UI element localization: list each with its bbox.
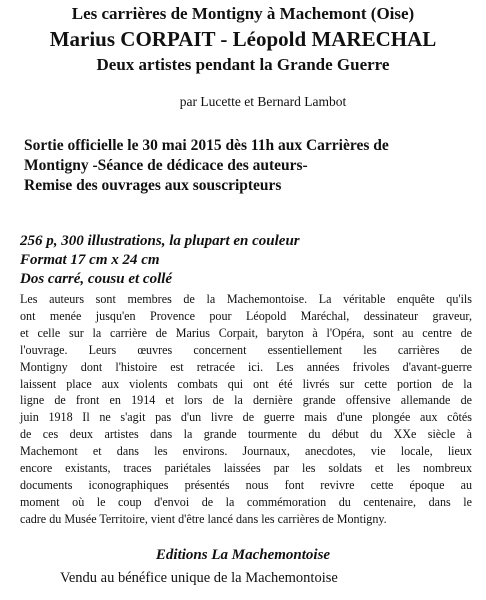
book-format: Format 17 cm x 24 cm	[20, 252, 160, 268]
description-line: documents iconographiques présentés nous font revivre cette époque au	[20, 477, 472, 492]
release-line: Sortie officielle le 30 mai 2015 dès 11h aux Carrières de	[24, 137, 389, 154]
description-line: moment où le coup d'envoi de la commémoration du centenaire, dans le	[20, 494, 472, 509]
description-line: cadre du Musée Territoire, vient d'être lancé dans les carrières de Montigny.	[20, 511, 387, 526]
release-announcement	[24, 136, 474, 196]
description-line: l'ouvrage. Leurs œuvres concernent essentiellement les carrières de	[20, 342, 472, 357]
description-line: ont menée jusqu'en Provence pour Léopold Maréchal, dessinateur graveur,	[20, 308, 472, 323]
artists-title: Marius CORPAIT - Léopold MARECHAL	[49, 27, 437, 51]
byline: par Lucette et Bernard Lambot	[179, 94, 347, 109]
release-line: Montigny -Séance de dédicace des auteurs-	[24, 157, 308, 174]
description-line: encore existants, traces pariétales laissées par les soldats et les nombreux	[20, 461, 472, 476]
description-line: de ces deux artistes dans la grande tourmente du début du XXe siècle à	[20, 427, 472, 442]
description-line: ligne de front en 1914 et lors de la dernière grande offensive allemande de	[20, 393, 472, 408]
publisher: Editions La Machemontoise	[155, 547, 331, 563]
location-title: Les carrières de Montigny à Machemont (Oise)	[71, 4, 415, 23]
description-line: et celle sur la carrière de Marius Corpait, baryton à l'Opéra, sont au centre de	[20, 325, 472, 340]
book-binding: Dos carré, cousu et collé	[20, 271, 173, 287]
release-line: Remise des ouvrages aux souscripteurs	[24, 177, 282, 194]
description-paragraph	[20, 291, 472, 528]
description-line: Les auteurs sont membres de la Machemontoise. La véritable enquête qu'ils	[20, 292, 472, 306]
book-specs	[20, 232, 470, 289]
description-line: juin 1918 Il ne s'agit pas d'un livre de guerre mais d'une plongée aux côtés	[20, 410, 472, 425]
sale-note: Vendu au bénéfice unique de la Machemontoise	[60, 570, 338, 586]
description-line: Montigny dont l'histoire est retracée ici. Les années frivoles d'avant-guerre	[20, 359, 472, 374]
pages-illustrations: 256 p, 300 illustrations, la plupart en couleur	[20, 233, 300, 249]
book-subtitle: Deux artistes pendant la Grande Guerre	[96, 55, 390, 74]
description-line: laissent place aux violents combats qui ont été livrés sur cette portion de la	[20, 376, 472, 391]
description-line: Machemont et dans les environs. Journaux, anecdotes, vie locale, lieux	[20, 444, 472, 459]
